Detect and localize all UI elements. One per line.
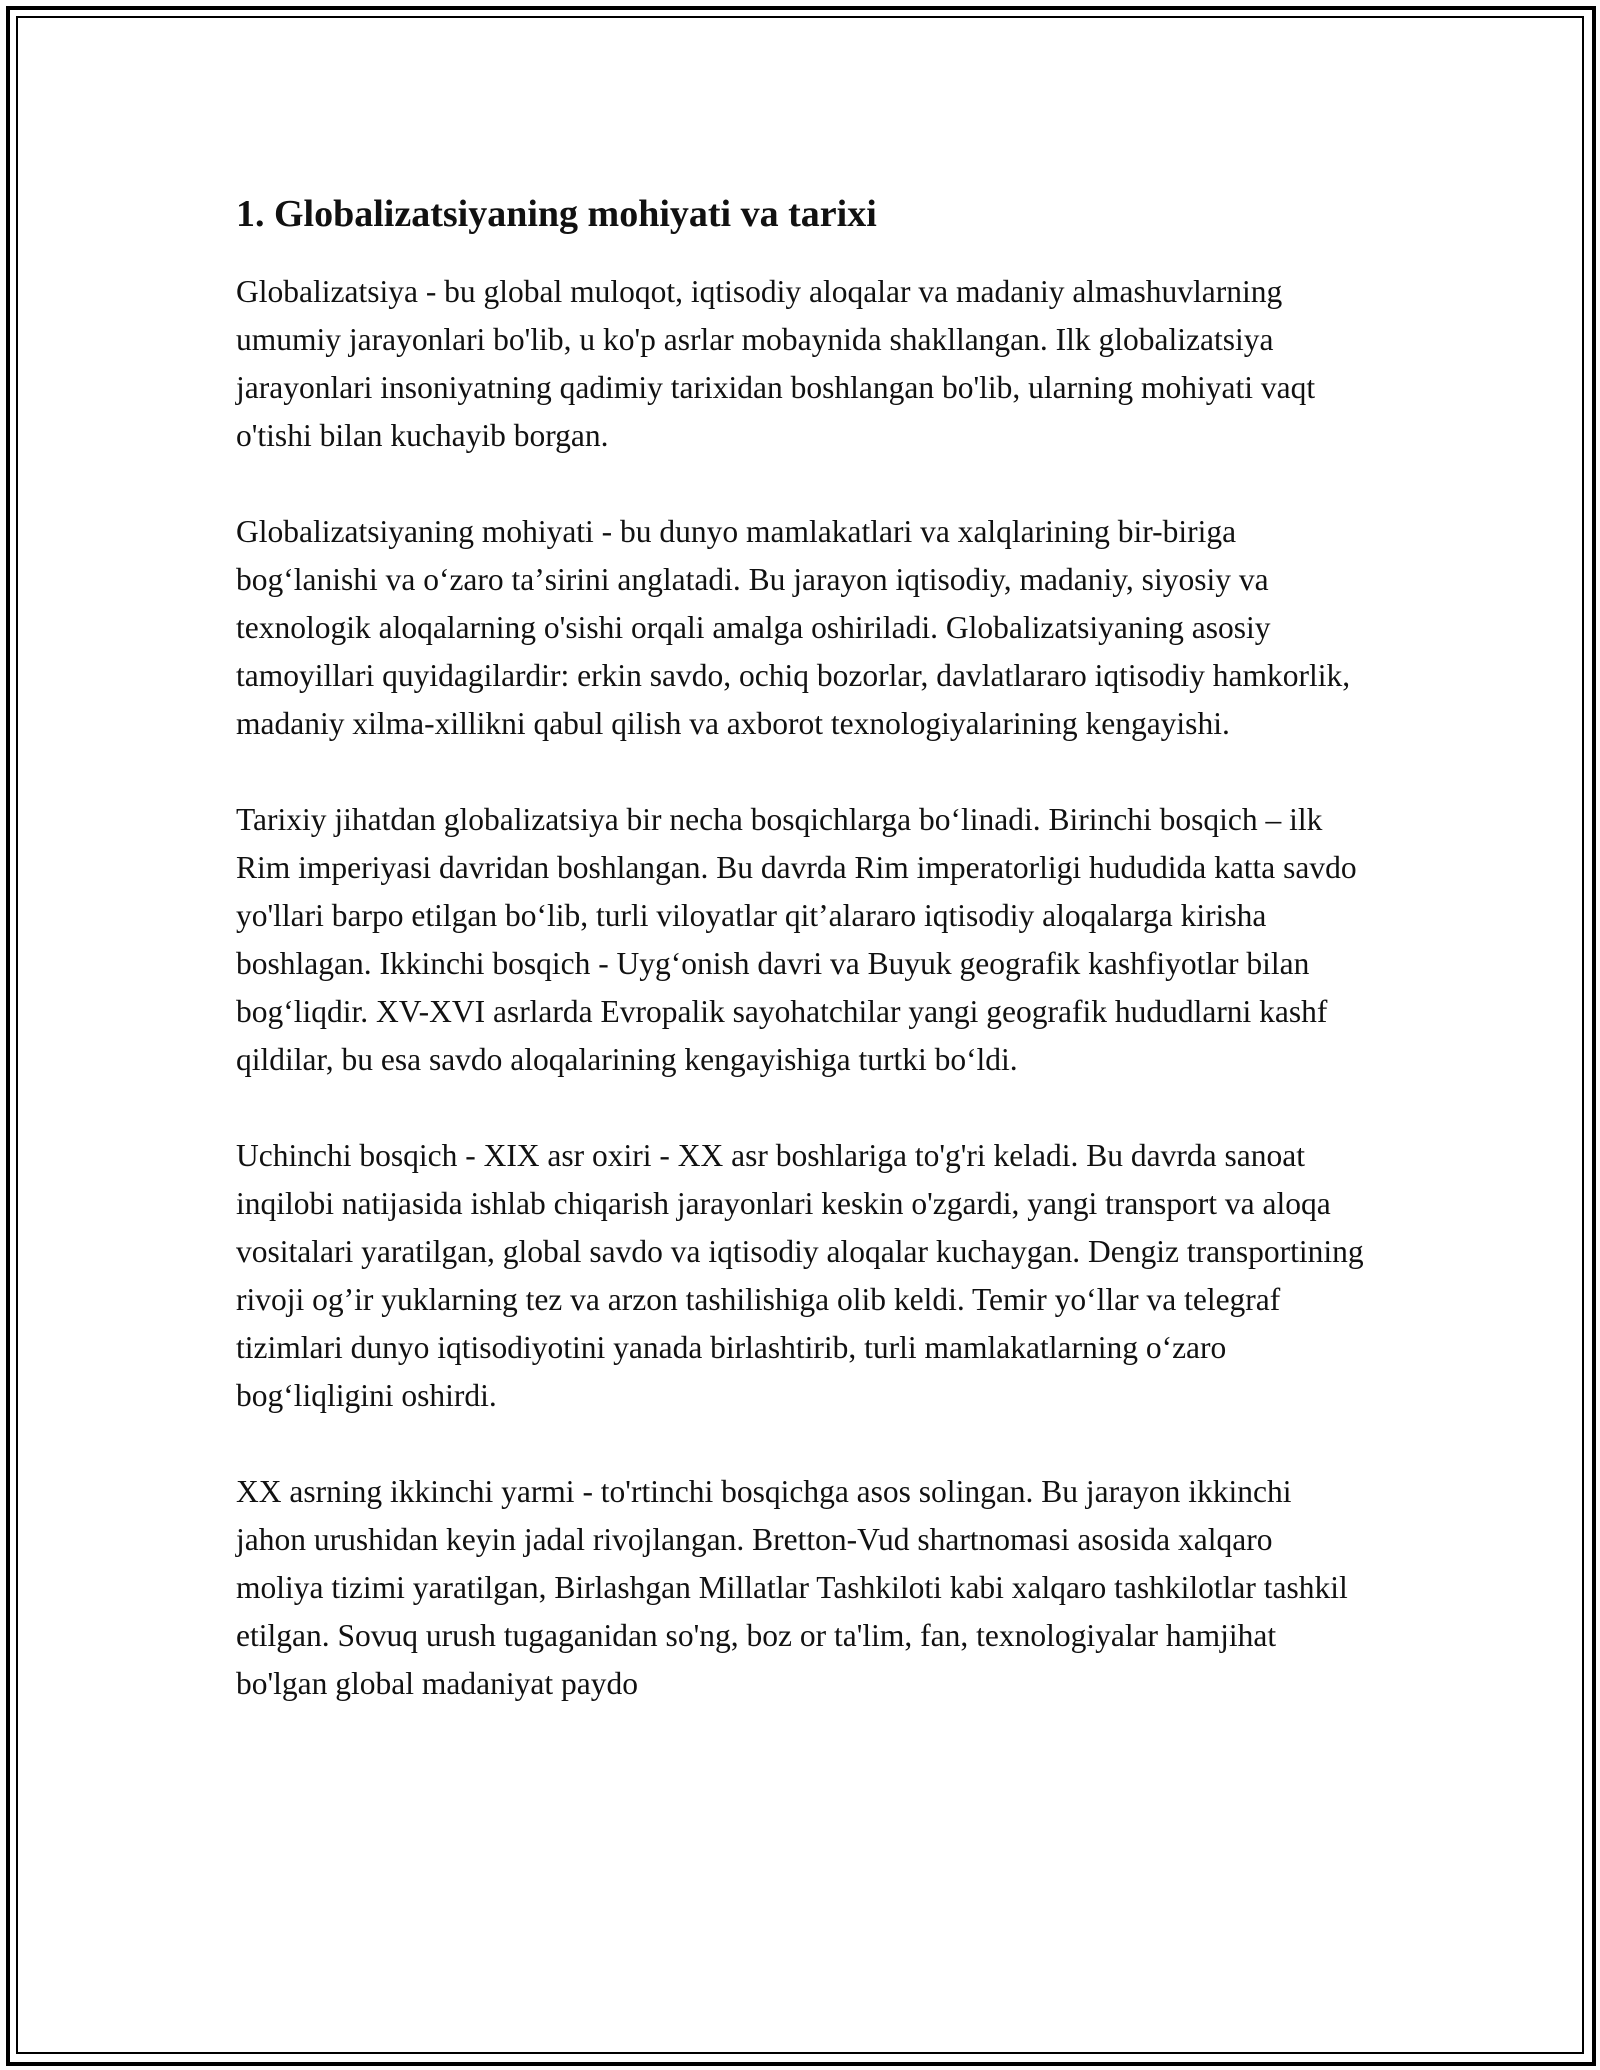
section-heading: 1. Globalizatsiyaning mohiyati va tarixi: [236, 193, 877, 235]
paragraph-2: Globalizatsiyaning mohiyati - bu dunyo mamlakatlari va xalqlarining bir-biriga bogʻlanishi va oʻzaro taʼsirini anglatadi. Bu jarayon iqtisodiy, madaniy, siyosiy va texnologik aloqalarning o'sishi orqali amalga oshiriladi. Globalizatsiyaning asosiy tamoyillari quyidagilardir: erkin savdo, ochiq bozorlar, davlatlararo iqtisodiy hamkorlik, madaniy xilma-xillikni qabul qilish va axborot texnologiyalarining kengayishi.: [236, 514, 1351, 741]
paragraph-1: Globalizatsiya - bu global muloqot, iqtisodiy aloqalar va madaniy almashuvlarning umumiy jarayonlari bo'lib, u ko'p asrlar mobaynida shakllangan. Ilk globalizatsiya jarayonlari insoniyatning qadimiy tarixidan boshlangan bo'lib, ularning mohiyati vaqt o'tishi bilan kuchayib borgan.: [236, 274, 1316, 453]
paragraph-3: Tarixiy jihatdan globalizatsiya bir necha bosqichlarga boʻlinadi. Birinchi bosqich – ilk Rim imperiyasi davridan boshlangan. Bu davrda Rim imperatorligi hududida katta savdo yo'llari barpo etilgan boʻlib, turli viloyatlar qitʼalararo iqtisodiy aloqalarga kirisha boshlagan. Ikkinchi bosqich - Uygʻonish davri va Buyuk geografik kashfiyotlar bilan bogʻliqdir. XV-XVI asrlarda Evropalik sayohatchilar yangi geografik hududlarni kashf qildilar, bu esa savdo aloqalarining kengayishiga turtki boʻldi.: [236, 802, 1357, 1077]
document-body: [236, 186, 1366, 1756]
paragraph-4: Uchinchi bosqich - XIX asr oxiri - XX asr boshlariga to'g'ri keladi. Bu davrda sanoat inqilobi natijasida ishlab chiqarish jarayonlari keskin o'zgardi, yangi transport va aloqa vositalari yaratilgan, global savdo va iqtisodiy aloqalar kuchaygan. Dengiz transportining rivoji ogʼir yuklarning tez va arzon tashilishiga olib keldi. Temir yoʻllar va telegraf tizimlari dunyo iqtisodiyotini yanada birlashtirib, turli mamlakatlarning oʻzaro bogʻliqligini oshirdi.: [236, 1138, 1364, 1413]
paragraph-5: XX asrning ikkinchi yarmi - to'rtinchi bosqichga asos solingan. Bu jarayon ikkinchi jahon urushidan keyin jadal rivojlangan. Bretton-Vud shartnomasi asosida xalqaro moliya tizimi yaratilgan, Birlashgan Millatlar Tashkiloti kabi xalqaro tashkilotlar tashkil etilgan. Sovuq urush tugaganidan so'ng, boz or ta'lim, fan, texnologiyalar hamjihat bo'lgan global madaniyat paydo: [236, 1474, 1348, 1701]
